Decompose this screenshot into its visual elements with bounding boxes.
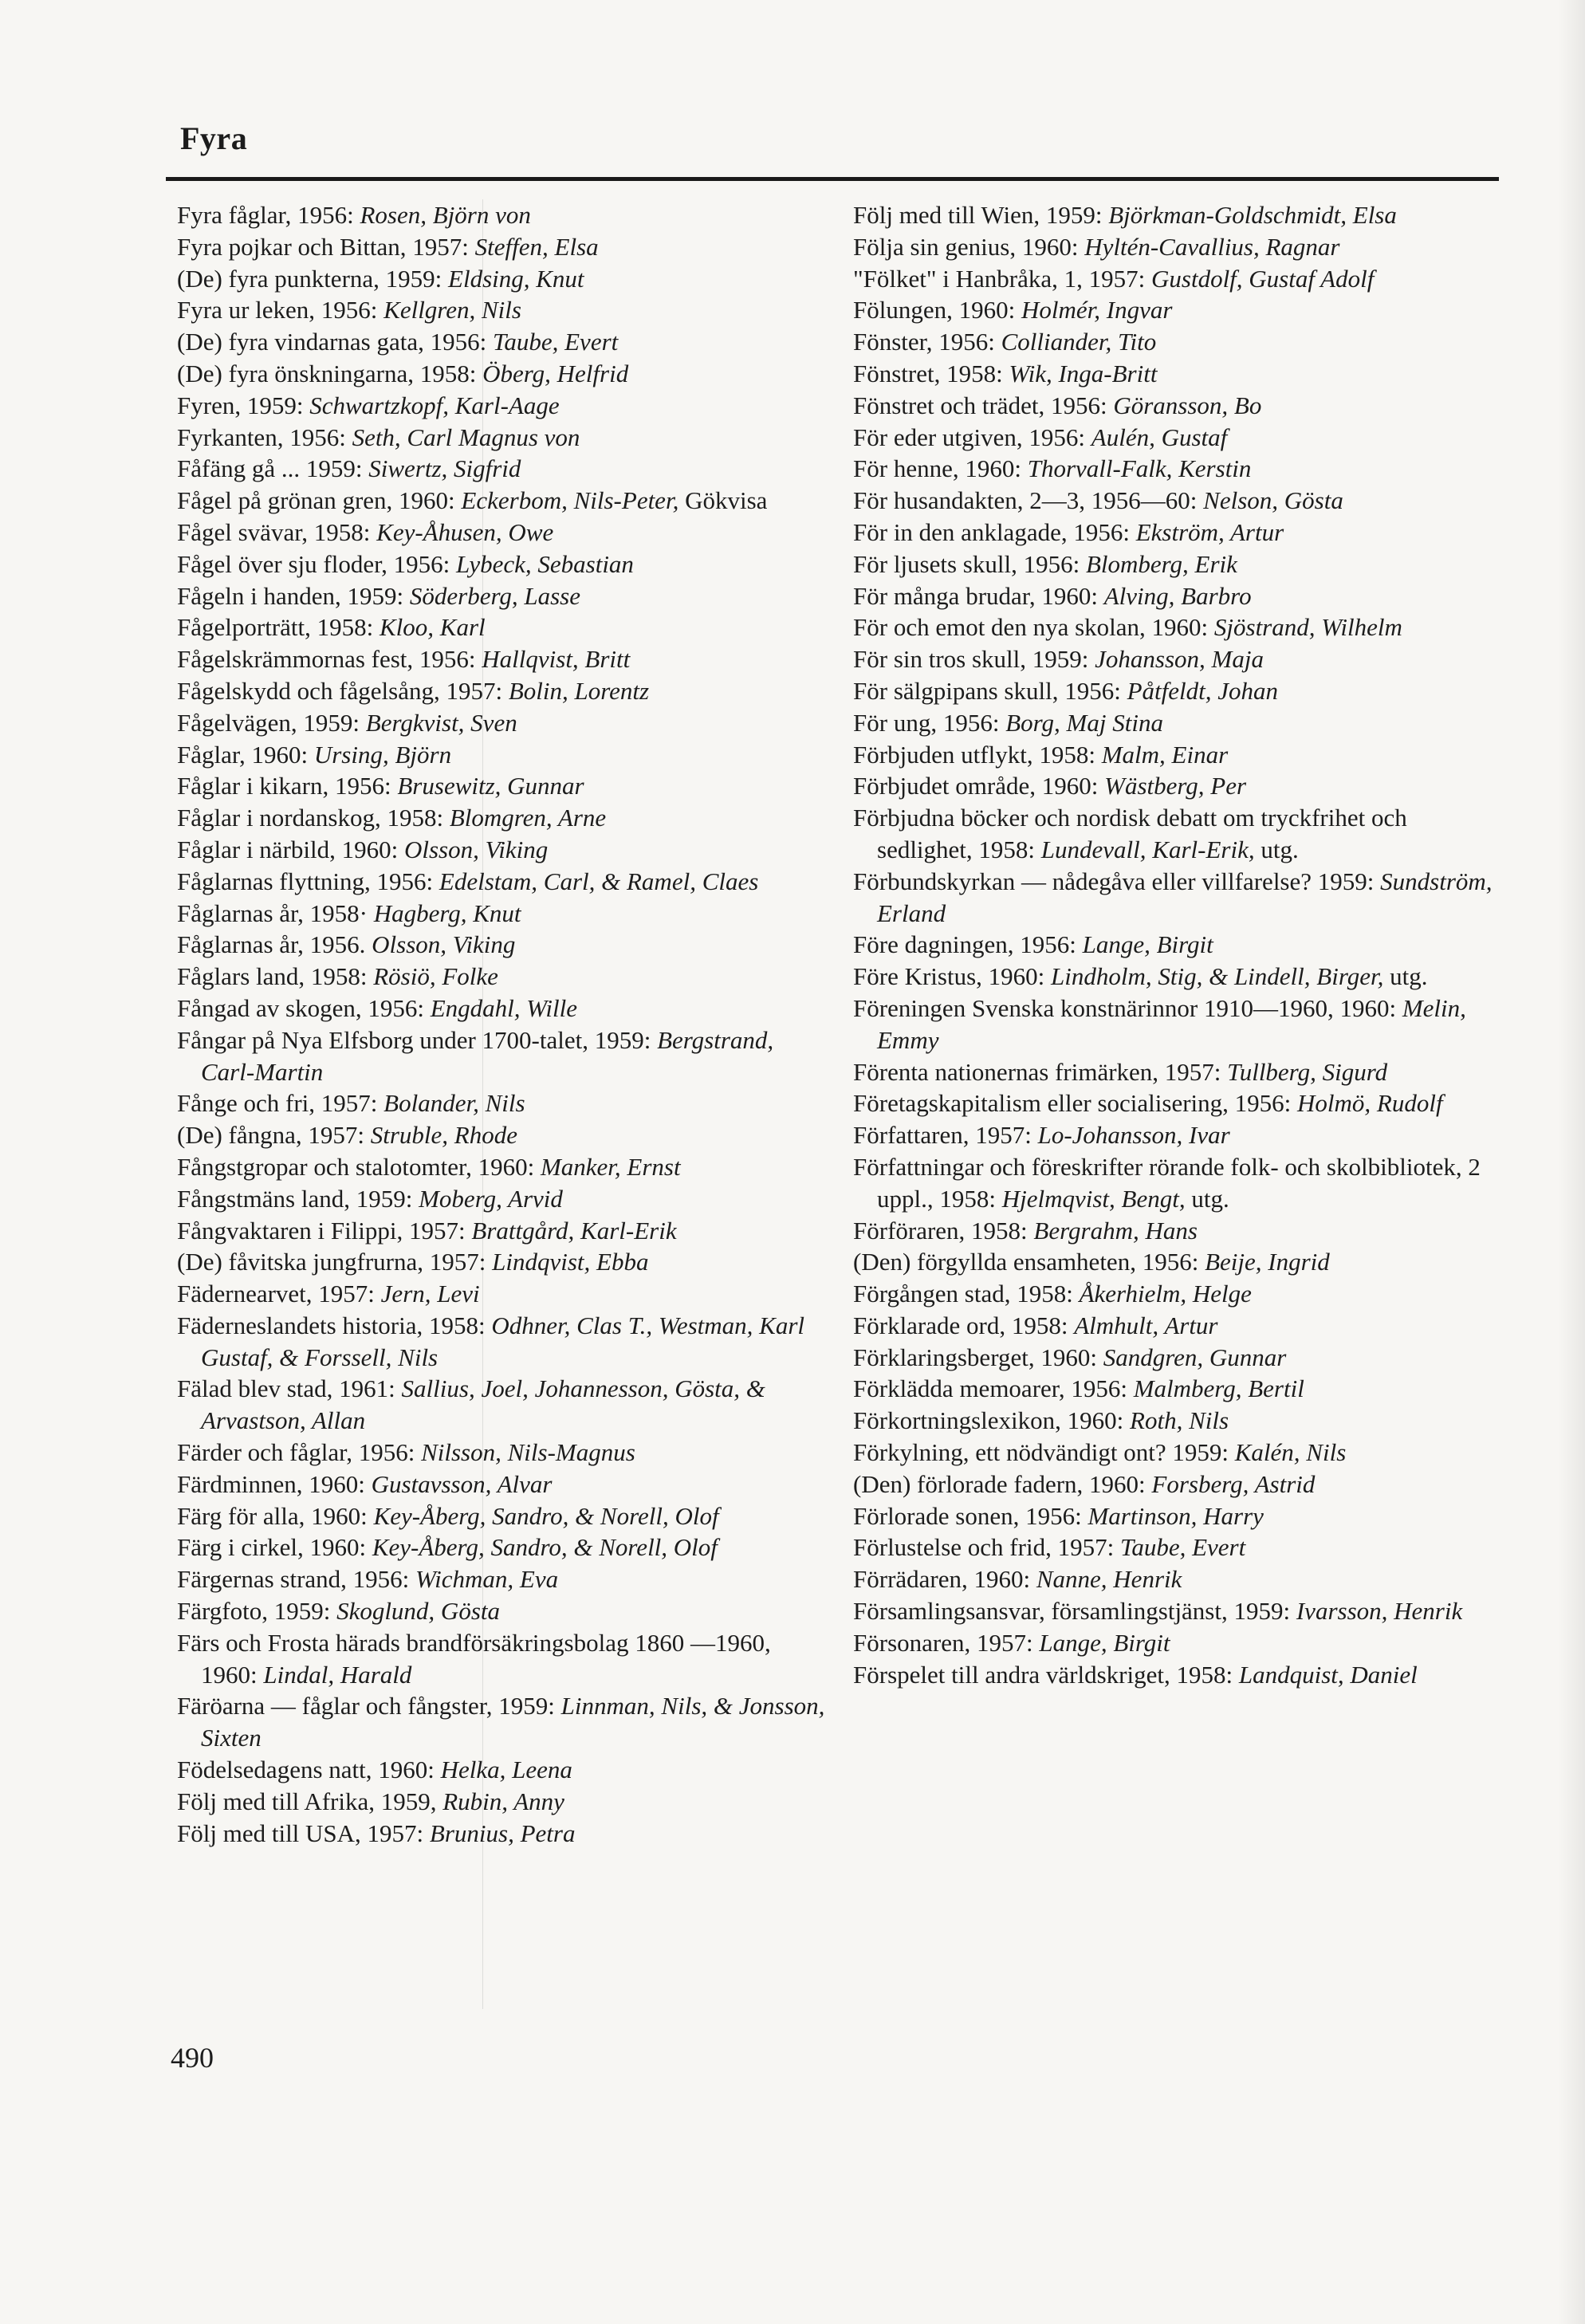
- entry-title: Följa sin genius, 1960:: [853, 232, 1079, 261]
- entry-title: Fädernearvet, 1957:: [177, 1280, 375, 1308]
- entry-title: Färöarna — fåglar och fångster, 1959:: [177, 1692, 555, 1720]
- entry-title: Följ med till Afrika, 1959,: [177, 1787, 437, 1815]
- entry-title: (De) fångna, 1957:: [177, 1121, 364, 1150]
- entry-author: Bergrahm, Hans: [1033, 1216, 1198, 1245]
- entry-author: Lindqvist, Ebba: [492, 1248, 649, 1276]
- catalog-entry: [853, 358, 1503, 390]
- entry-author: Malmberg, Bertil: [1133, 1374, 1304, 1403]
- entry-author: Tullberg, Sigurd: [1227, 1057, 1388, 1086]
- catalog-entry: [177, 1469, 827, 1500]
- catalog-entry: [177, 326, 827, 358]
- catalog-entry: [853, 1246, 1503, 1278]
- entry-author: Lo-Johansson, Ivar: [1037, 1121, 1230, 1150]
- entry-title: Färg i cirkel, 1960:: [177, 1533, 367, 1562]
- entry-title: Fåglar i nordanskog, 1958:: [177, 804, 444, 832]
- entry-author: Hagberg, Knut: [373, 899, 521, 927]
- entry-title: Fönstret och trädet, 1956:: [853, 391, 1107, 419]
- entry-author: Blomgren, Arne: [449, 804, 607, 832]
- entry-author: Olsson, Viking: [372, 930, 516, 959]
- catalog-entry: [177, 802, 827, 834]
- entry-author: Nanne, Henrik: [1036, 1565, 1182, 1594]
- entry-author: Bolin, Lorentz: [508, 676, 650, 705]
- entry-author: Seth, Carl Magnus von: [352, 423, 580, 451]
- catalog-entry: [853, 802, 1503, 866]
- entry-title: Fyra fåglar, 1956:: [177, 201, 354, 229]
- entry-title: Fälad blev stad, 1961:: [177, 1374, 395, 1403]
- entry-author: Almhult, Artur: [1074, 1311, 1218, 1339]
- entry-title: Förklarade ord, 1958:: [853, 1311, 1068, 1339]
- entry-title: Fågel på grönan gren, 1960:: [177, 486, 455, 515]
- entry-title: Fölungen, 1960:: [853, 296, 1016, 324]
- page-heading: Fyra: [180, 120, 248, 156]
- page-edge-shadow: [1558, 0, 1585, 2324]
- catalog-entry: [853, 263, 1503, 295]
- catalog-entry: [177, 1563, 827, 1595]
- entry-title: Förkylning, ett nödvändigt ont? 1959:: [853, 1438, 1229, 1467]
- entry-author: Nilsson, Nils-Magnus: [421, 1438, 635, 1467]
- entry-author: Struble, Rhode: [370, 1121, 517, 1150]
- catalog-entry: [853, 580, 1503, 612]
- entry-author: Blomberg, Erik: [1085, 549, 1237, 578]
- entry-author: Bergkvist, Sven: [365, 708, 517, 737]
- entry-author: Ursing, Björn: [313, 740, 452, 769]
- entry-title: Förbjudet område, 1960:: [853, 772, 1099, 800]
- entry-author: Engdahl, Wille: [430, 993, 577, 1022]
- entry-author: Rösiö, Folke: [373, 962, 498, 991]
- entry-author: Holmér, Ingvar: [1021, 296, 1173, 324]
- entry-title: För eder utgiven, 1956:: [853, 423, 1086, 451]
- entry-title: Fyra ur leken, 1956:: [177, 296, 378, 324]
- entry-author: Lange, Birgit: [1082, 930, 1213, 959]
- catalog-entry: [177, 1532, 827, 1563]
- entry-author: Beije, Ingrid: [1205, 1248, 1330, 1276]
- entry-title: För sälgpipans skull, 1956:: [853, 676, 1121, 705]
- catalog-entry: [177, 1278, 827, 1310]
- entry-author: Göransson, Bo: [1113, 391, 1262, 419]
- catalog-entry: [853, 1373, 1503, 1405]
- catalog-entry: [853, 1563, 1503, 1595]
- entry-author: Malm, Einar: [1101, 740, 1229, 769]
- entry-title: Förbjuden utflykt, 1958:: [853, 740, 1095, 769]
- entry-suffix: utg.: [1254, 835, 1299, 863]
- catalog-entry: [853, 929, 1503, 961]
- entry-author: Steffen, Elsa: [474, 232, 599, 261]
- entry-title: Försonaren, 1957:: [853, 1628, 1033, 1657]
- entry-title: Fåglarnas flyttning, 1956:: [177, 867, 434, 895]
- entry-title: Fångstgropar och stalotomter, 1960:: [177, 1152, 535, 1181]
- entry-title: Församlingsansvar, församlingstjänst, 1959:: [853, 1597, 1291, 1626]
- entry-title: Färgfoto, 1959:: [177, 1597, 331, 1626]
- entry-title: Förenta nationernas frimärken, 1957:: [853, 1057, 1221, 1086]
- catalog-entry: [177, 1500, 827, 1532]
- entry-title: Fågelporträtt, 1958:: [177, 613, 374, 642]
- entry-author: Linnman, Nils, & Jonsson, Sixten: [201, 1692, 825, 1752]
- entry-title: (De) fyra vindarnas gata, 1956:: [177, 328, 487, 356]
- entry-title: (Den) förgyllda ensamheten, 1956:: [853, 1248, 1199, 1276]
- entry-author: Helka, Leena: [440, 1756, 572, 1784]
- entry-suffix: Gökvisa: [678, 486, 768, 515]
- entry-title: Fågel över sju floder, 1956:: [177, 549, 450, 578]
- catalog-entry: [177, 675, 827, 707]
- catalog-entry: [177, 739, 827, 771]
- entry-title: Fåfäng gå ... 1959:: [177, 454, 363, 483]
- entry-author: Manker, Ernst: [540, 1152, 681, 1181]
- entry-author: Lindal, Harald: [263, 1660, 412, 1689]
- entry-title: För ljusets skull, 1956:: [853, 549, 1080, 578]
- entry-title: Företagskapitalism eller socialisering, 1956:: [853, 1089, 1292, 1118]
- page-number: 490: [171, 2042, 214, 2074]
- catalog-entry: [853, 199, 1503, 231]
- catalog-entry: [853, 707, 1503, 739]
- entry-author: Colliander, Tito: [1001, 328, 1157, 356]
- catalog-entry: [177, 611, 827, 643]
- entry-author: Wichman, Eva: [415, 1565, 559, 1594]
- entry-author: Ivarsson, Henrik: [1296, 1597, 1463, 1626]
- catalog-entry: [853, 1500, 1503, 1532]
- entry-author: Taube, Evert: [1119, 1533, 1246, 1562]
- catalog-entry: [853, 1087, 1503, 1119]
- catalog-entry: [177, 1215, 827, 1247]
- entry-author: Wik, Inga-Britt: [1009, 359, 1158, 387]
- entry-suffix: utg.: [1383, 962, 1428, 991]
- entry-suffix: utg.: [1185, 1184, 1229, 1213]
- entry-title: Fyren, 1959:: [177, 391, 304, 419]
- catalog-entry: [177, 1310, 827, 1374]
- entry-author: Bolander, Nils: [383, 1089, 525, 1118]
- catalog-entry: [853, 1532, 1503, 1563]
- catalog-entry: [853, 1215, 1503, 1247]
- catalog-entry: [853, 1437, 1503, 1469]
- entry-title: Föreningen Svenska konstnärinnor 1910—1960, 1960:: [853, 993, 1397, 1022]
- entry-title: Fågelskrämmornas fest, 1956:: [177, 645, 476, 674]
- entry-title: Förkortningslexikon, 1960:: [853, 1406, 1124, 1435]
- right-column: [853, 199, 1503, 1690]
- heading-rule: [166, 177, 1499, 181]
- entry-author: Landquist, Daniel: [1238, 1660, 1418, 1689]
- entry-title: Före Kristus, 1960:: [853, 962, 1045, 991]
- entry-title: För ung, 1956:: [853, 708, 1000, 737]
- left-column: [177, 199, 827, 1849]
- entry-author: Hjelmqvist, Bengt,: [1001, 1184, 1186, 1213]
- catalog-entry: [177, 453, 827, 485]
- entry-title: "Fölket" i Hanbråka, 1, 1957:: [853, 264, 1146, 293]
- entry-author: Lybeck, Sebastian: [456, 549, 634, 578]
- entry-title: Fönstret, 1958:: [853, 359, 1003, 387]
- entry-author: Sallius, Joel, Johannesson, Gösta, & Arvastson, Allan: [201, 1374, 765, 1435]
- entry-author: Eckerbom, Nils-Peter,: [461, 486, 679, 515]
- entry-author: Moberg, Arvid: [419, 1184, 563, 1213]
- catalog-entry: [177, 358, 827, 390]
- entry-title: För henne, 1960:: [853, 454, 1021, 483]
- entry-author: Sundström, Erland: [877, 867, 1493, 927]
- entry-title: Fåglar i kikarn, 1956:: [177, 772, 391, 800]
- entry-title: (De) fyra önskningarna, 1958:: [177, 359, 477, 387]
- entry-author: Johansson, Maja: [1095, 645, 1264, 674]
- catalog-entry: [177, 929, 827, 961]
- catalog-entry: [853, 770, 1503, 802]
- catalog-entry: [177, 1595, 827, 1627]
- entry-author: Lundevall, Karl-Erik,: [1040, 835, 1255, 863]
- entry-author: Brattgård, Karl-Erik: [471, 1216, 677, 1245]
- entry-author: Sandgren, Gunnar: [1103, 1343, 1287, 1371]
- entry-title: Förspelet till andra världskriget, 1958:: [853, 1660, 1233, 1689]
- entry-author: Thorvall-Falk, Kerstin: [1027, 454, 1252, 483]
- entry-author: Eldsing, Knut: [448, 264, 584, 293]
- entry-author: Rosen, Björn von: [360, 201, 531, 229]
- catalog-entry: [853, 549, 1503, 580]
- entry-title: Förbundskyrkan — nådegåva eller villfarelse? 1959:: [853, 867, 1375, 895]
- entry-title: Förlustelse och frid, 1957:: [853, 1533, 1115, 1562]
- entry-author: Påtfeldt, Johan: [1127, 676, 1278, 705]
- entry-title: För sin tros skull, 1959:: [853, 645, 1089, 674]
- catalog-entry: [177, 1373, 827, 1437]
- entry-author: Alving, Barbro: [1103, 581, 1252, 610]
- entry-author: Bergstrand, Carl-Martin: [201, 1025, 774, 1086]
- entry-author: Lindholm, Stig, & Lindell, Birger,: [1051, 962, 1384, 991]
- entry-author: Odhner, Clas T., Westman, Karl Gustaf, & Forssell, Nils: [201, 1311, 805, 1371]
- entry-title: För många brudar, 1960:: [853, 581, 1098, 610]
- entry-title: Förklädda memoarer, 1956:: [853, 1374, 1127, 1403]
- catalog-entry: [853, 231, 1503, 263]
- catalog-entry: [177, 294, 827, 326]
- catalog-entry: [853, 1469, 1503, 1500]
- catalog-entry: [853, 1405, 1503, 1437]
- catalog-entry: [177, 1437, 827, 1469]
- catalog-entry: [853, 485, 1503, 517]
- entry-author: Nelson, Gösta: [1203, 486, 1343, 515]
- entry-author: Björkman-Goldschmidt, Elsa: [1108, 201, 1397, 229]
- entry-author: Roth, Nils: [1130, 1406, 1229, 1435]
- catalog-entry: [853, 1659, 1503, 1691]
- catalog-entry: [177, 1754, 827, 1786]
- entry-author: Hyltén-Cavallius, Ragnar: [1084, 232, 1340, 261]
- entry-title: Färgernas strand, 1956:: [177, 1565, 410, 1594]
- entry-author: Key-Åhusen, Owe: [376, 517, 554, 546]
- catalog-entry: [177, 263, 827, 295]
- entry-author: Kalén, Nils: [1234, 1438, 1347, 1467]
- entry-title: Fångar på Nya Elfsborg under 1700-talet, 1959:: [177, 1025, 651, 1054]
- entry-title: Förrädaren, 1960:: [853, 1565, 1031, 1594]
- catalog-entry: [177, 866, 827, 898]
- entry-author: Hallqvist, Britt: [482, 645, 631, 674]
- entry-title: Födelsedagens natt, 1960:: [177, 1756, 435, 1784]
- entry-author: Åkerhielm, Helge: [1079, 1280, 1252, 1308]
- entry-title: Följ med till USA, 1957:: [177, 1819, 424, 1847]
- catalog-entry: [853, 739, 1503, 771]
- entry-title: Fyrkanten, 1956:: [177, 423, 346, 451]
- entry-title: Fångvaktaren i Filippi, 1957:: [177, 1216, 466, 1245]
- entry-author: Gustdolf, Gustaf Adolf: [1151, 264, 1375, 293]
- entry-title: Fågeln i handen, 1959:: [177, 581, 404, 610]
- catalog-entry: [177, 1690, 827, 1754]
- entry-title: Färs och Frosta härads brandförsäkringsbolag 1860 —1960, 1960:: [177, 1628, 771, 1689]
- catalog-entry: [853, 993, 1503, 1056]
- entry-author: Wästberg, Per: [1104, 772, 1247, 800]
- entry-title: (De) fyra punkterna, 1959:: [177, 264, 442, 293]
- entry-title: Förklaringsberget, 1960:: [853, 1343, 1097, 1371]
- catalog-entry: [853, 1278, 1503, 1310]
- catalog-entry: [853, 1342, 1503, 1374]
- catalog-entry: [177, 834, 827, 866]
- entry-title: Före dagningen, 1956:: [853, 930, 1076, 959]
- catalog-entry: [177, 707, 827, 739]
- entry-author: Siwertz, Sigfrid: [368, 454, 521, 483]
- entry-title: Fåglarnas år, 1958·: [177, 899, 368, 927]
- entry-title: Författningar och föreskrifter rörande folk- och skolbibliotek, 2 uppl., 1958:: [853, 1152, 1481, 1213]
- entry-author: Kellgren, Nils: [383, 296, 521, 324]
- entry-title: Följ med till Wien, 1959:: [853, 201, 1103, 229]
- entry-title: Fåglars land, 1958:: [177, 962, 368, 991]
- catalog-entry: [177, 770, 827, 802]
- entry-title: Färder och fåglar, 1956:: [177, 1438, 415, 1467]
- catalog-entry: [177, 517, 827, 549]
- entry-title: Fåglarnas år, 1956.: [177, 930, 366, 959]
- entry-author: Key-Åberg, Sandro, & Norell, Olof: [373, 1501, 719, 1530]
- entry-author: Holmö, Rudolf: [1297, 1089, 1443, 1118]
- catalog-entry: [853, 643, 1503, 675]
- entry-author: Brusewitz, Gunnar: [397, 772, 584, 800]
- catalog-entry: [177, 643, 827, 675]
- catalog-entry: [853, 422, 1503, 454]
- entry-author: Skoglund, Gösta: [336, 1597, 500, 1626]
- entry-title: Fångstmäns land, 1959:: [177, 1184, 413, 1213]
- catalog-entry: [177, 1151, 827, 1183]
- entry-author: Kloo, Karl: [379, 613, 486, 642]
- entry-author: Schwartzkopf, Karl-Aage: [309, 391, 560, 419]
- entry-author: Martinson, Harry: [1087, 1501, 1264, 1530]
- entry-title: Fyra pojkar och Bittan, 1957:: [177, 232, 469, 261]
- catalog-entry: [177, 898, 827, 930]
- entry-title: (Den) förlorade fadern, 1960:: [853, 1469, 1146, 1498]
- catalog-entry: [853, 1627, 1503, 1659]
- entry-title: Färg för alla, 1960:: [177, 1501, 368, 1530]
- binding-crease: [482, 199, 483, 2009]
- entry-author: Sjöstrand, Wilhelm: [1213, 613, 1402, 642]
- catalog-entry: [177, 993, 827, 1024]
- entry-title: Färdminnen, 1960:: [177, 1469, 365, 1498]
- entry-author: Rubin, Anny: [442, 1787, 564, 1815]
- catalog-entry: [177, 1818, 827, 1850]
- entry-title: Fåglar i närbild, 1960:: [177, 835, 399, 863]
- catalog-entry: [853, 294, 1503, 326]
- catalog-entry: [177, 580, 827, 612]
- catalog-entry: [853, 517, 1503, 549]
- entry-title: Förföraren, 1958:: [853, 1216, 1028, 1245]
- entry-author: Lange, Birgit: [1039, 1628, 1170, 1657]
- entry-title: (De) fåvitska jungfrurna, 1957:: [177, 1248, 486, 1276]
- entry-author: Forsberg, Astrid: [1151, 1469, 1316, 1498]
- catalog-entry: [177, 549, 827, 580]
- catalog-entry: [853, 453, 1503, 485]
- catalog-entry: [177, 1119, 827, 1151]
- catalog-entry: [177, 1246, 827, 1278]
- catalog-entry: [853, 326, 1503, 358]
- entry-title: Fäderneslandets historia, 1958:: [177, 1311, 486, 1339]
- catalog-entry: [177, 1627, 827, 1691]
- entry-title: Förgången stad, 1958:: [853, 1280, 1073, 1308]
- catalog-entry: [177, 485, 827, 517]
- catalog-entry: [853, 611, 1503, 643]
- catalog-entry: [853, 390, 1503, 422]
- catalog-entry: [177, 199, 827, 231]
- entry-author: Borg, Maj Stina: [1005, 708, 1163, 737]
- catalog-entry: [853, 1119, 1503, 1151]
- catalog-entry: [177, 422, 827, 454]
- catalog-entry: [177, 1024, 827, 1088]
- catalog-entry: [853, 1151, 1503, 1215]
- entry-title: Fågelskydd och fågelsång, 1957:: [177, 676, 503, 705]
- entry-title: Förlorade sonen, 1956:: [853, 1501, 1082, 1530]
- entry-author: Jern, Levi: [380, 1280, 480, 1308]
- catalog-entry: [177, 1183, 827, 1215]
- entry-author: Gustavsson, Alvar: [371, 1469, 553, 1498]
- entry-author: Taube, Evert: [492, 328, 619, 356]
- entry-title: För och emot den nya skolan, 1960:: [853, 613, 1209, 642]
- catalog-entry: [177, 1087, 827, 1119]
- entry-author: Melin, Emmy: [877, 993, 1466, 1054]
- entry-title: Fåglar, 1960:: [177, 740, 309, 769]
- catalog-entry: [177, 390, 827, 422]
- catalog-entry: [177, 1786, 827, 1818]
- entry-author: Key-Åberg, Sandro, & Norell, Olof: [372, 1533, 718, 1562]
- entry-author: Ekström, Artur: [1135, 517, 1284, 546]
- catalog-entry: [853, 1056, 1503, 1088]
- entry-title: Förbjudna böcker och nordisk debatt om tryckfrihet och sedlighet, 1958:: [853, 804, 1407, 863]
- entry-title: För husandakten, 2—3, 1956—60:: [853, 486, 1198, 515]
- entry-title: Fånge och fri, 1957:: [177, 1089, 378, 1118]
- entry-author: Öberg, Helfrid: [482, 359, 629, 387]
- entry-author: Olsson, Viking: [403, 835, 549, 863]
- entry-author: Aulén, Gustaf: [1091, 423, 1228, 451]
- entry-author: Edelstam, Carl, & Ramel, Claes: [439, 867, 759, 895]
- entry-title: Fångad av skogen, 1956:: [177, 993, 424, 1022]
- catalog-entry: [853, 961, 1503, 993]
- entry-title: För in den anklagade, 1956:: [853, 517, 1130, 546]
- catalog-entry: [853, 1310, 1503, 1342]
- entry-author: Brunius, Petra: [429, 1819, 576, 1847]
- entry-title: Fågelvägen, 1959:: [177, 708, 360, 737]
- catalog-entry: [177, 231, 827, 263]
- entry-author: Söderberg, Lasse: [409, 581, 580, 610]
- catalog-entry: [853, 675, 1503, 707]
- catalog-entry: [853, 866, 1503, 930]
- entry-title: Fönster, 1956:: [853, 328, 995, 356]
- catalog-entry: [177, 961, 827, 993]
- entry-title: Författaren, 1957:: [853, 1121, 1032, 1150]
- catalog-entry: [853, 1595, 1503, 1627]
- entry-title: Fågel svävar, 1958:: [177, 517, 371, 546]
